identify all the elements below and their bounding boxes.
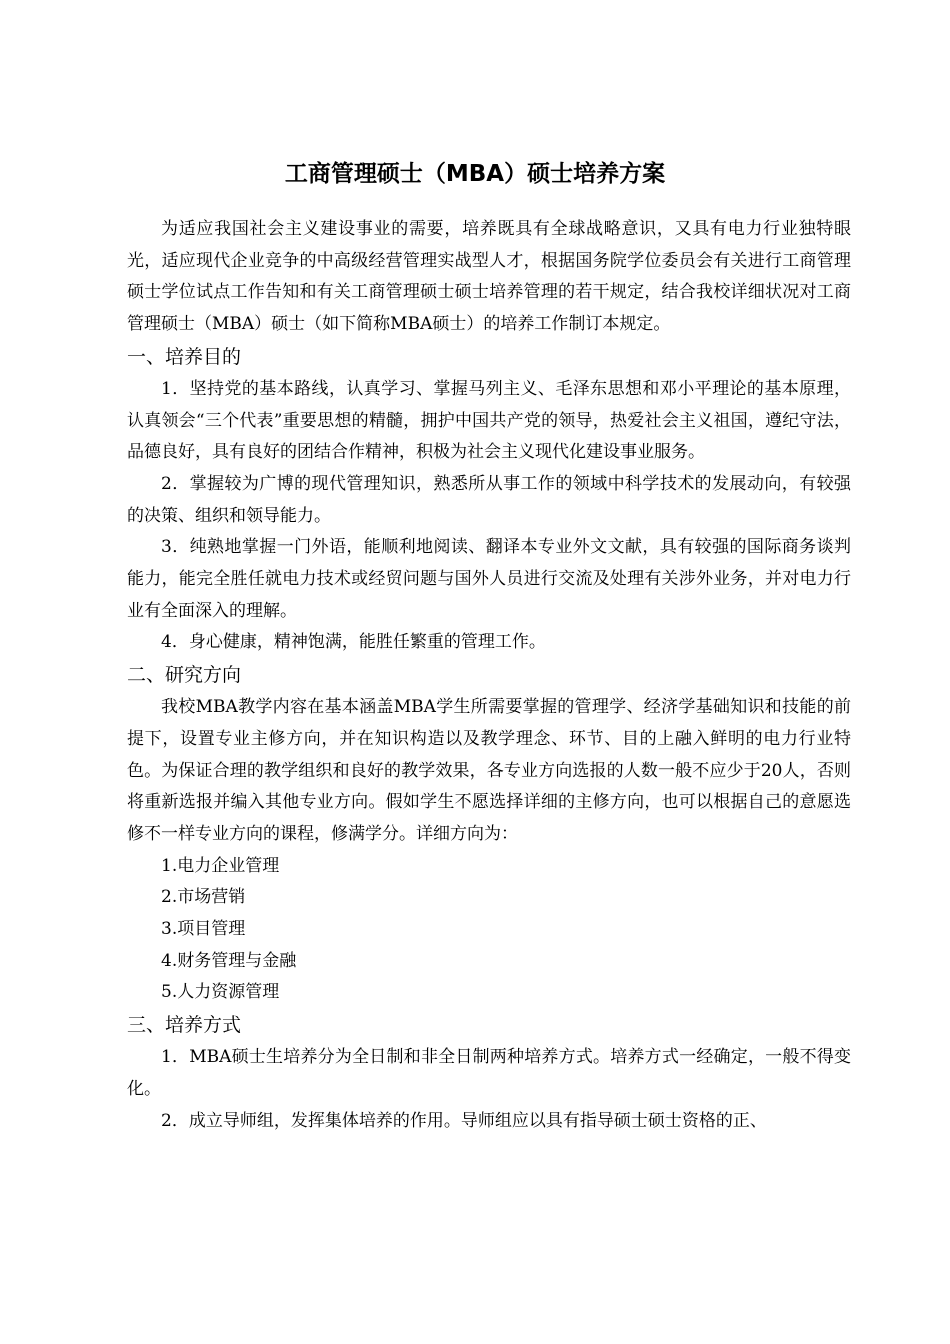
direction-item: 4.财务管理与金融 <box>161 950 297 971</box>
goal-paragraph-2: 2．掌握较为广博的现代管理知识，熟悉所从事工作的领域中科学技术的发展动向，有较强的决策、组织和领导能力。 <box>127 473 851 526</box>
section-heading-research-directions: 二、研究方向 <box>127 664 242 687</box>
goal-paragraph-3: 3．纯熟地掌握一门外语，能顺利地阅读、翻译本专业外文文献，具有较强的国际商务谈判能力，能完全胜任就电力技术或经贸问题与国外人员进行交流及处理有关涉外业务，并对电力行业有全面深入的理解。 <box>127 537 851 621</box>
goal-paragraph-4: 4．身心健康，精神饱满，能胜任繁重的管理工作。 <box>161 632 546 653</box>
method-paragraph-1: 1．MBA硕士生培养分为全日制和非全日制两种培养方式。培养方式一经确定，一般不得变化。 <box>127 1047 851 1099</box>
section-heading-training-methods: 三、培养方式 <box>127 1014 242 1037</box>
directions-paragraph: 我校MBA教学内容在基本涵盖MBA学生所需要掌握的管理学、经济学基础知识和技能的前提下，设置专业主修方向，并在知识构造以及教学理念、环节、目的上融入鲜明的电力行业特色。为保证合理的教学组织和良好的教学效果，各专业方向选报的人数一般不应少于20人，否则将重新选报并编入其他专业方向。假如学生不愿选择详细的主修方向，也可以根据自己的意愿选修不一样专业方向的课程，修满学分。详细方向为： <box>127 697 851 844</box>
direction-item: 1.电力企业管理 <box>161 855 280 876</box>
document-body <box>127 214 851 1137</box>
direction-item: 2.市场营销 <box>161 887 246 908</box>
intro-paragraph: 为适应我国社会主义建设事业的需要，培养既具有全球战略意识，又具有电力行业独特眼光，适应现代企业竞争的中高级经营管理实战型人才，根据国务院学位委员会有关进行工商管理硕士学位试点工作告知和有关工商管理硕士硕士培养管理的若干规定，结合我校详细状况对工商管理硕士（MBA）硕士（如下简称MBA硕士）的培养工作制订本规定。 <box>127 219 851 335</box>
direction-item: 3.项目管理 <box>161 919 246 940</box>
section-heading-training-goals: 一、培养目的 <box>127 345 242 368</box>
direction-item: 5.人力资源管理 <box>161 982 280 1003</box>
goal-paragraph-1: 1．坚持党的基本路线，认真学习、掌握马列主义、毛泽东思想和邓小平理论的基本原理，认真领会“三个代表”重要思想的精髓，拥护中国共产党的领导，热爱社会主义祖国，遵纪守法，品德良好，具有良好的团结合作精神，积极为社会主义现代化建设事业服务。 <box>127 378 851 463</box>
method-paragraph-2: 2．成立导师组，发挥集体培养的作用。导师组应以具有指导硕士硕士资格的正、 <box>161 1110 767 1131</box>
document-title: 工商管理硕士（MBA）硕士培养方案 <box>284 161 666 187</box>
